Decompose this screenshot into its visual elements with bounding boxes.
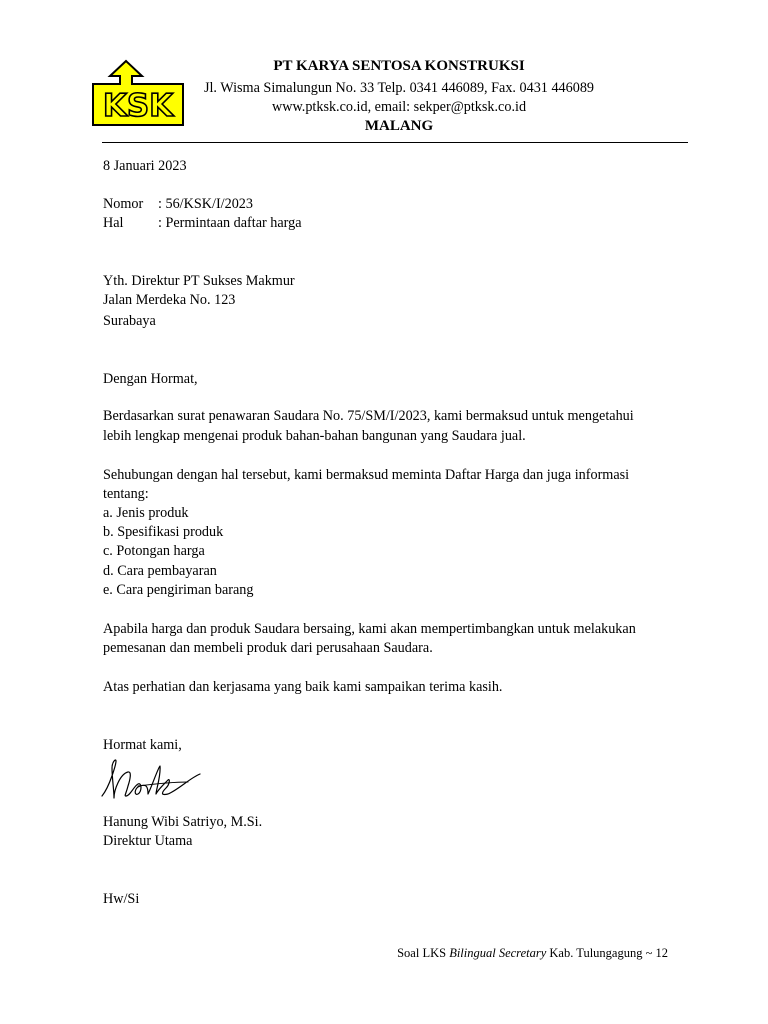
list-item: a. Jenis produk (103, 505, 189, 521)
company-name: PT KARYA SENTOSA KONSTRUKSI (273, 58, 525, 74)
paragraph-line: tentang: (103, 486, 149, 502)
closing: Hormat kami, (103, 737, 182, 753)
salutation: Dengan Hormat, (103, 371, 198, 387)
footer-italic: Bilingual Secretary (449, 946, 547, 960)
subject-value: : Permintaan daftar harga (158, 215, 302, 231)
letterhead-divider (102, 142, 688, 143)
signature (98, 756, 202, 804)
company-contact: www.ptksk.co.id, email: sekper@ptksk.co.id (271, 99, 527, 115)
initials: Hw/Si (103, 891, 140, 907)
signer-title: Direktur Utama (103, 833, 193, 849)
logo-text: KSK (102, 88, 174, 124)
recipient-line: Surabaya (103, 313, 156, 329)
number-value: : 56/KSK/I/2023 (158, 196, 253, 212)
footer-suffix: Kab. Tulungagung ~ 12 (546, 946, 668, 960)
recipient-line: Jalan Merdeka No. 123 (103, 292, 236, 308)
letter-date: 8 Januari 2023 (103, 158, 187, 174)
list-item: d. Cara pembayaran (103, 563, 217, 579)
paragraph-line: lebih lengkap mengenai produk bahan-bahan bangunan yang Saudara jual. (103, 428, 526, 444)
closing-paragraph: Atas perhatian dan kerjasama yang baik kami sampaikan terima kasih. (103, 679, 503, 695)
paragraph-line: Berdasarkan surat penawaran Saudara No. 75/SM/I/2023, kami bermaksud untuk mengetahui (103, 408, 634, 424)
letter-subject (103, 214, 302, 232)
company-logo (90, 58, 186, 128)
list-item: c. Potongan harga (103, 543, 205, 559)
list-item: b. Spesifikasi produk (103, 524, 224, 540)
paragraph-line: pemesanan dan membeli produk dari perusahaan Saudara. (103, 640, 433, 656)
letter-number (103, 195, 253, 213)
subject-label: Hal (103, 215, 124, 231)
paragraph-line: Sehubungan dengan hal tersebut, kami bermaksud meminta Daftar Harga dan juga informasi (103, 467, 630, 483)
page-footer (397, 946, 668, 961)
number-label: Nomor (103, 196, 144, 212)
paragraph-line: Apabila harga dan produk Saudara bersaing, kami akan mempertimbangkan untuk melakukan (103, 621, 636, 637)
signer-name: Hanung Wibi Satriyo, M.Si. (103, 814, 263, 830)
company-city: MALANG (364, 118, 434, 134)
recipient-line: Yth. Direktur PT Sukses Makmur (103, 273, 295, 289)
company-address: Jl. Wisma Simalungun No. 33 Telp. 0341 446089, Fax. 0431 446089 (203, 80, 595, 96)
list-item: e. Cara pengiriman barang (103, 582, 254, 598)
footer-prefix: Soal LKS (397, 946, 450, 960)
